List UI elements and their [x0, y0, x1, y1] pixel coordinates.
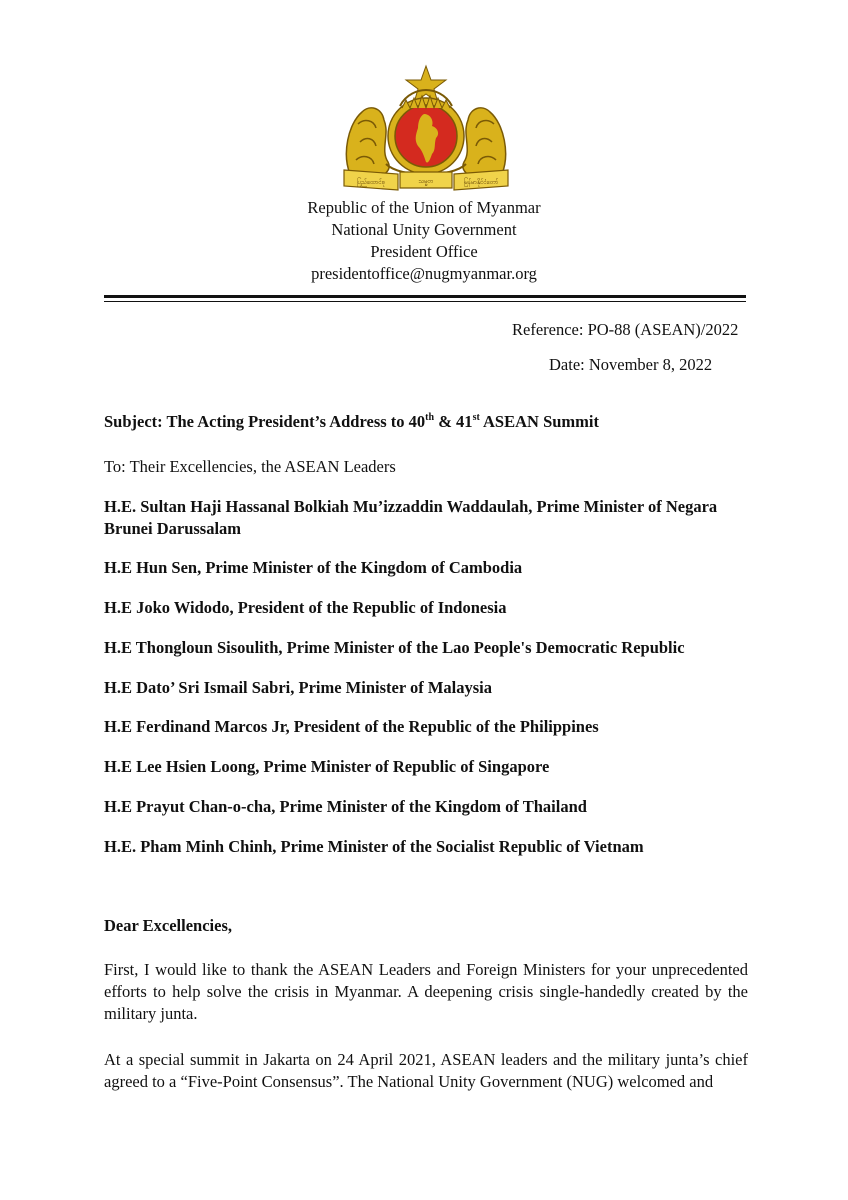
leader-indonesia: H.E Joko Widodo, President of the Republic of Indonesia	[104, 598, 507, 617]
subject-line: Subject: The Acting President’s Address to 40th & 41st ASEAN Summit	[104, 411, 599, 431]
svg-text:ပြည်ထောင်စု: ပြည်ထောင်စု	[356, 179, 386, 186]
svg-text:သမ္မတ: သမ္မတ	[418, 178, 434, 185]
state-emblem-icon	[340, 64, 512, 194]
org-government: National Unity Government	[331, 220, 517, 239]
leader-cambodia: H.E Hun Sen, Prime Minister of the Kingdom of Cambodia	[104, 558, 523, 577]
leader-malaysia: H.E Dato’ Sri Ismail Sabri, Prime Minister of Malaysia	[104, 678, 493, 697]
header-divider-thin	[104, 301, 746, 302]
svg-text:မြန်မာနိုင်ငံတော်: မြန်မာနိုင်ငံတော်	[463, 179, 499, 186]
org-email: presidentoffice@nugmyanmar.org	[311, 264, 537, 283]
body-paragraph-2: At a special summit in Jakarta on 24 April 2021, ASEAN leaders and the military junta’s chief agreed to a “Five-Point Consensus”. The National Unity Government (NUG) welcomed and	[104, 1050, 748, 1091]
body-paragraph-1: First, I would like to thank the ASEAN Leaders and Foreign Ministers for your unprecedented efforts to help solve the crisis in Myanmar. A deepening crisis single-handedly created by the military junta.	[104, 960, 748, 1023]
salutation: Dear Excellencies,	[104, 916, 232, 935]
org-country: Republic of the Union of Myanmar	[307, 198, 541, 217]
leader-thailand: H.E Prayut Chan-o-cha, Prime Minister of the Kingdom of Thailand	[104, 797, 587, 816]
leader-brunei: H.E. Sultan Haji Hassanal Bolkiah Mu’izzaddin Waddaulah, Prime Minister of Negara Brunei Darussalam	[104, 497, 718, 538]
leader-singapore: H.E Lee Hsien Loong, Prime Minister of Republic of Singapore	[104, 757, 550, 776]
leader-philippines: H.E Ferdinand Marcos Jr, President of the Republic of the Philippines	[104, 717, 599, 736]
leader-laos: H.E Thongloun Sisoulith, Prime Minister of the Lao People's Democratic Republic	[104, 638, 685, 657]
org-office: President Office	[370, 242, 478, 261]
reference-number: Reference: PO-88 (ASEAN)/2022	[512, 320, 739, 339]
letter-date: Date: November 8, 2022	[549, 355, 713, 374]
header-divider-thick	[104, 295, 746, 298]
recipients-intro: To: Their Excellencies, the ASEAN Leaders	[104, 457, 396, 476]
leader-vietnam: H.E. Pham Minh Chinh, Prime Minister of the Socialist Republic of Vietnam	[104, 837, 644, 856]
